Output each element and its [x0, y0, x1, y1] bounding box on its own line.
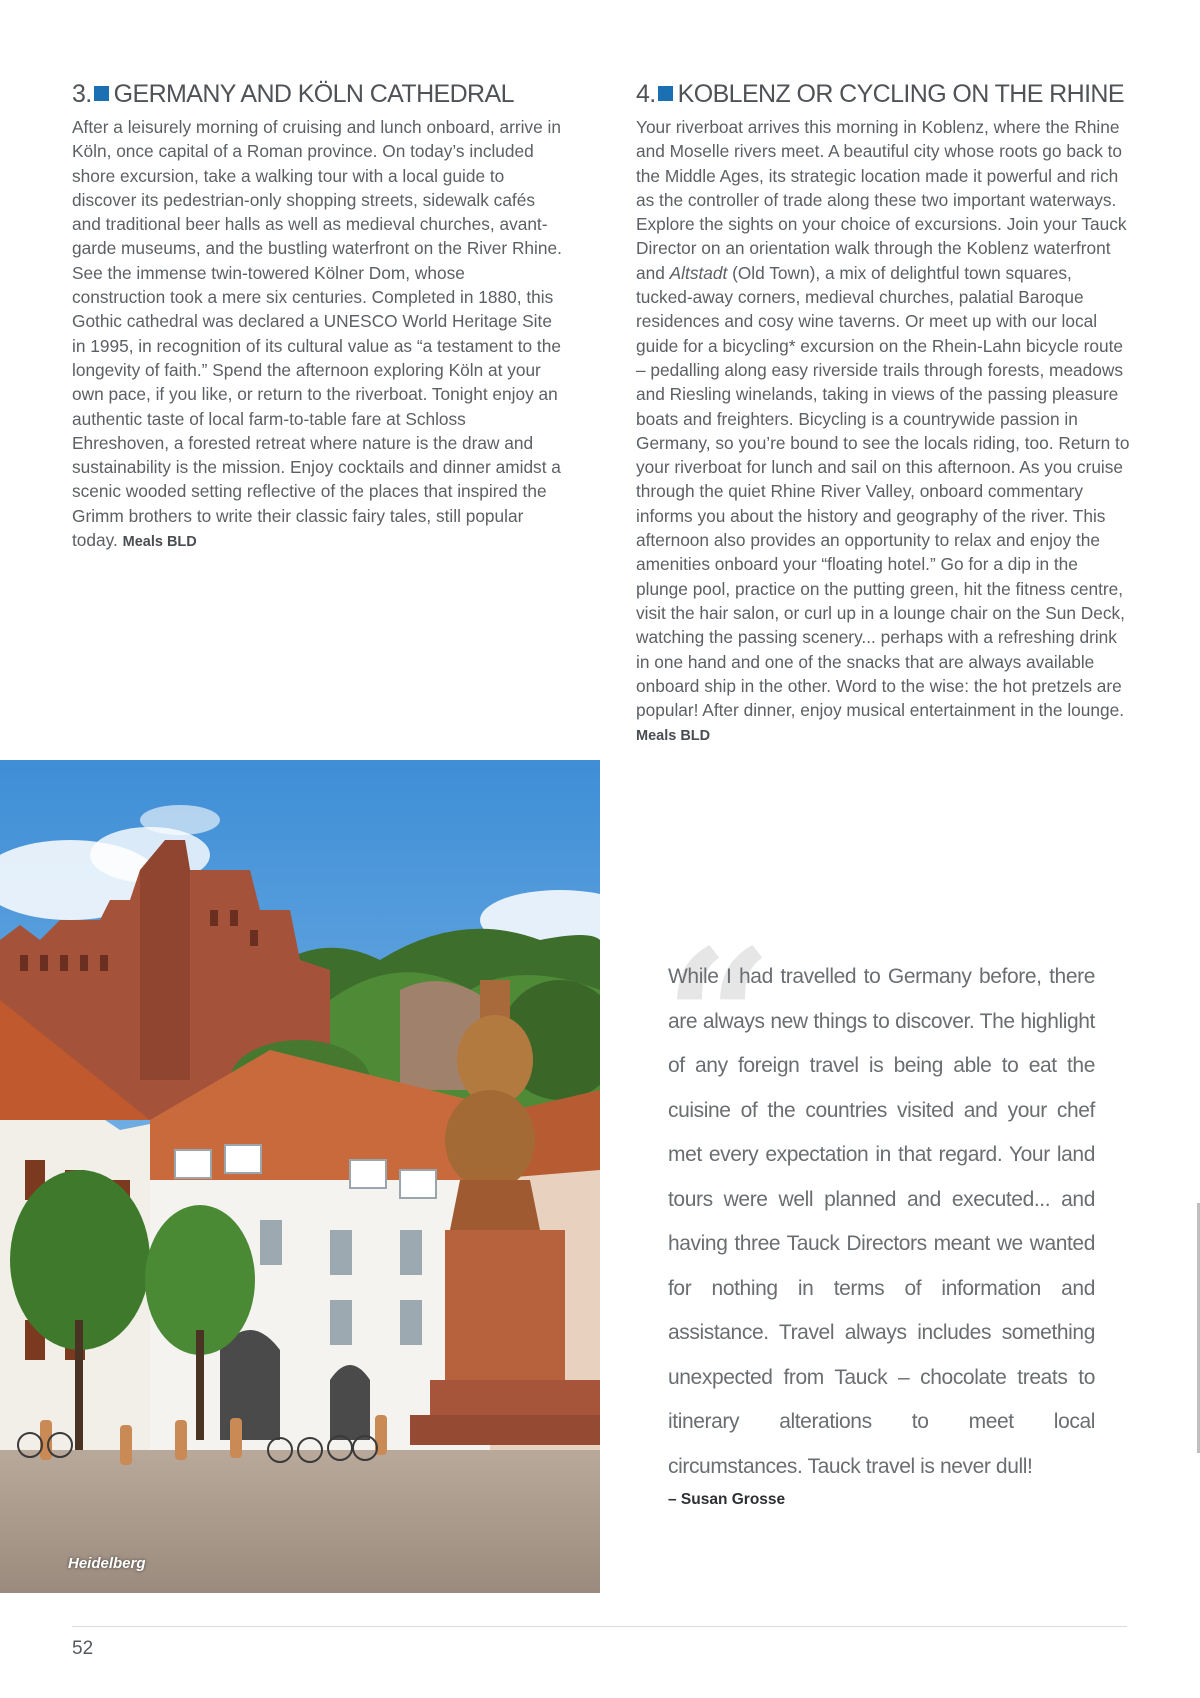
body-text-part-2: (Old Town), a mix of delightful town squares, tucked-away corners, medieval churches, palatial Baroque residences and cosy wine taverns. Or meet up with our local guide for a bicycling* excursion on the Rhein-Lahn bicycle route – pedalling along easy riverside trails through forests, meadows and Riesling winelands, taking in views of the passing pleasure boats and freighters. Bicycling is a countrywide passion in Germany, so you’re bound to see the locals riding, too. Return to your riverboat for lunch and sail on this afternoon. As you cruise through the quiet Rhine River Valley, onboard commentary informs you about the history and geography of the river. This afternoon also provides an opportunity to relax and enjoy the amenities onboard your “floating hotel.” Go for a dip in the plunge pool, practice on the putting green, hit the fitness centre, visit the hair salon, or curl up in a lounge chair on the Sun Deck, watching the passing scenery... perhaps with a refreshing drink in one hand and one of the snacks that are always available onboard ship in the other. Word to the wise: the hot pretzels are popular! After dinner, enjoy musical entertainment in the lounge.	[636, 262, 1130, 721]
section-number: 4.	[636, 80, 656, 108]
section-number: 3.	[72, 80, 92, 108]
photo-caption: Heidelberg	[68, 1555, 146, 1572]
quote-author: – Susan Grosse	[668, 1491, 786, 1508]
testimonial-quote	[664, 908, 1095, 1509]
quote-text: While I had travelled to Germany before, there are always new things to discover. The highlight of any foreign travel is being able to eat the cuisine of the countries visited and your chef met every expectation in that regard. Your land tours were well planned and executed... and having three Tauck Directors meant we wanted for nothing in terms of information and assistance. Travel always includes something unexpected from Tauck – chocolate treats to itinerary alterations to meet local circumstances. Tauck travel is never dull!	[668, 965, 1095, 1478]
footer-divider	[72, 1626, 1127, 1627]
section-title: KOBLENZ OR CYCLING ON THE RHINE	[677, 80, 1124, 108]
heidelberg-photo	[0, 760, 600, 1593]
body-text: After a leisurely morning of cruising and lunch onboard, arrive in Köln, once capital of a Roman province. On today’s included shore excursion, take a walking tour with a local guide to discover its pedestrian-only shopping streets, sidewalk cafés and traditional beer halls as well as medieval churches, avant-garde museums, and the bustling waterfront on the River Rhine. See the immense twin-towered Kölner Dom, whose construction took a mere six centuries. Completed in 1880, this Gothic cathedral was declared a UNESCO World Heritage Site in 1995, in recognition of its cultural value as “a testament to the longevity of faith.” Spend the afternoon exploring Köln at your own pace, if you like, or return to the riverboat. Tonight enjoy an authentic taste of local farm-to-table fare at Schloss Ehreshoven, a forested retreat where nature is the draw and sustainability is the mission. Enjoy cocktails and dinner amidst a scenic wooded setting reflective of the places that inspired the Grimm brothers to write their classic fairy tales, still popular today.	[72, 117, 562, 551]
meals-label: Meals BLD	[636, 728, 711, 745]
section-title: GERMANY AND KÖLN CATHEDRAL	[113, 80, 514, 108]
section-koln-heading	[72, 80, 562, 109]
meals-label: Meals BLD	[122, 534, 197, 551]
quote-mark-icon: “	[664, 908, 774, 1131]
altstadt-italic: Altstadt	[669, 262, 728, 283]
page-number: 52	[72, 1638, 94, 1659]
section-koblenz	[636, 80, 1131, 749]
section-koblenz-heading	[636, 80, 1131, 109]
section-koblenz-body	[636, 115, 1131, 749]
section-koln	[72, 80, 562, 554]
square-bullet-icon	[658, 86, 673, 101]
square-bullet-icon	[94, 86, 109, 101]
section-koln-body	[72, 115, 562, 554]
body-text-part-1: Your riverboat arrives this morning in Koblenz, where the Rhine and Moselle rivers meet. A beautiful city whose roots go back to the Middle Ages, its strategic location made it powerful and rich as the controller of trade along these two important waterways. Explore the sights on your choice of excursions. Join your Tauck Director on an orientation walk through the Koblenz waterfront and	[636, 117, 1127, 283]
